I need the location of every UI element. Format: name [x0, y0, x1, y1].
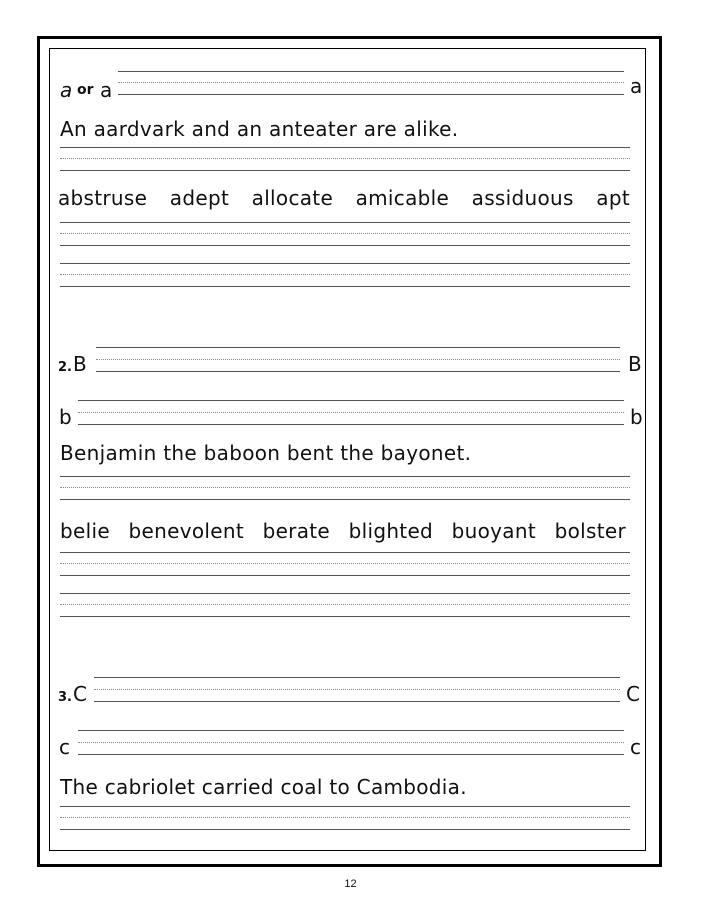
word-item: abstruse	[58, 186, 148, 210]
letter-b-lower-end: b	[630, 405, 643, 429]
letter-c-upper-end: C	[626, 682, 641, 706]
guide-line	[96, 347, 620, 348]
word-item: benevolent	[128, 519, 244, 543]
word-item: apt	[596, 186, 630, 210]
word-item: buoyant	[451, 519, 536, 543]
sentence-c: The cabriolet carried coal to Cambodia.	[60, 775, 467, 799]
word-list-b	[60, 519, 626, 543]
guide-line	[94, 689, 620, 690]
writing-line	[60, 158, 630, 159]
writing-line	[60, 233, 630, 234]
writing-line	[60, 263, 630, 264]
guide-line	[78, 424, 624, 425]
section-number: 2.	[58, 360, 72, 375]
writing-line	[60, 286, 630, 287]
guide-line	[78, 730, 624, 731]
letter-c-lower-end: c	[630, 735, 642, 759]
word-item: berate	[262, 519, 331, 543]
guide-line	[78, 400, 624, 401]
letter-a-lead: a	[60, 78, 73, 102]
guide-line	[78, 754, 624, 755]
writing-line	[60, 563, 630, 564]
letter-a-second: a	[100, 78, 113, 102]
writing-line	[60, 593, 630, 594]
writing-line	[60, 245, 630, 246]
guide-line	[118, 82, 624, 83]
writing-line	[60, 552, 630, 553]
guide-line	[78, 412, 624, 413]
writing-line	[60, 170, 630, 171]
sentence-b: Benjamin the baboon bent the bayonet.	[60, 441, 472, 465]
writing-line	[60, 274, 630, 275]
guide-line	[96, 371, 620, 372]
guide-line	[78, 742, 624, 743]
letter-b-lower-lead: b	[59, 405, 72, 429]
word-item: allocate	[251, 186, 334, 210]
writing-line	[60, 487, 630, 488]
writing-line	[60, 829, 630, 830]
guide-line	[94, 701, 620, 702]
page-number: 12	[344, 878, 357, 890]
writing-line	[60, 499, 630, 500]
letter-c-upper-lead: C	[73, 682, 88, 706]
word-item: assiduous	[471, 186, 574, 210]
word-item: adept	[169, 186, 230, 210]
word-item: bolster	[554, 519, 626, 543]
section-number: 3.	[58, 690, 72, 705]
guide-line	[96, 359, 620, 360]
word-item: blighted	[348, 519, 434, 543]
writing-line	[60, 604, 630, 605]
letter-b-upper-lead: B	[73, 352, 88, 376]
writing-line	[60, 817, 630, 818]
writing-line	[60, 616, 630, 617]
word-list-a	[58, 186, 630, 210]
writing-line	[60, 575, 630, 576]
guide-line	[118, 71, 624, 72]
letter-a-end: a	[630, 74, 643, 98]
writing-line	[60, 476, 630, 477]
writing-line	[60, 806, 630, 807]
or-text: or	[77, 82, 94, 98]
word-item: belie	[60, 519, 110, 543]
writing-line	[60, 147, 630, 148]
sentence-a: An aardvark and an anteater are alike.	[60, 117, 459, 141]
word-item: amicable	[355, 186, 450, 210]
writing-line	[60, 222, 630, 223]
guide-line	[94, 677, 620, 678]
letter-c-lower-lead: c	[59, 735, 71, 759]
guide-line	[118, 94, 624, 95]
letter-b-upper-end: B	[628, 352, 643, 376]
